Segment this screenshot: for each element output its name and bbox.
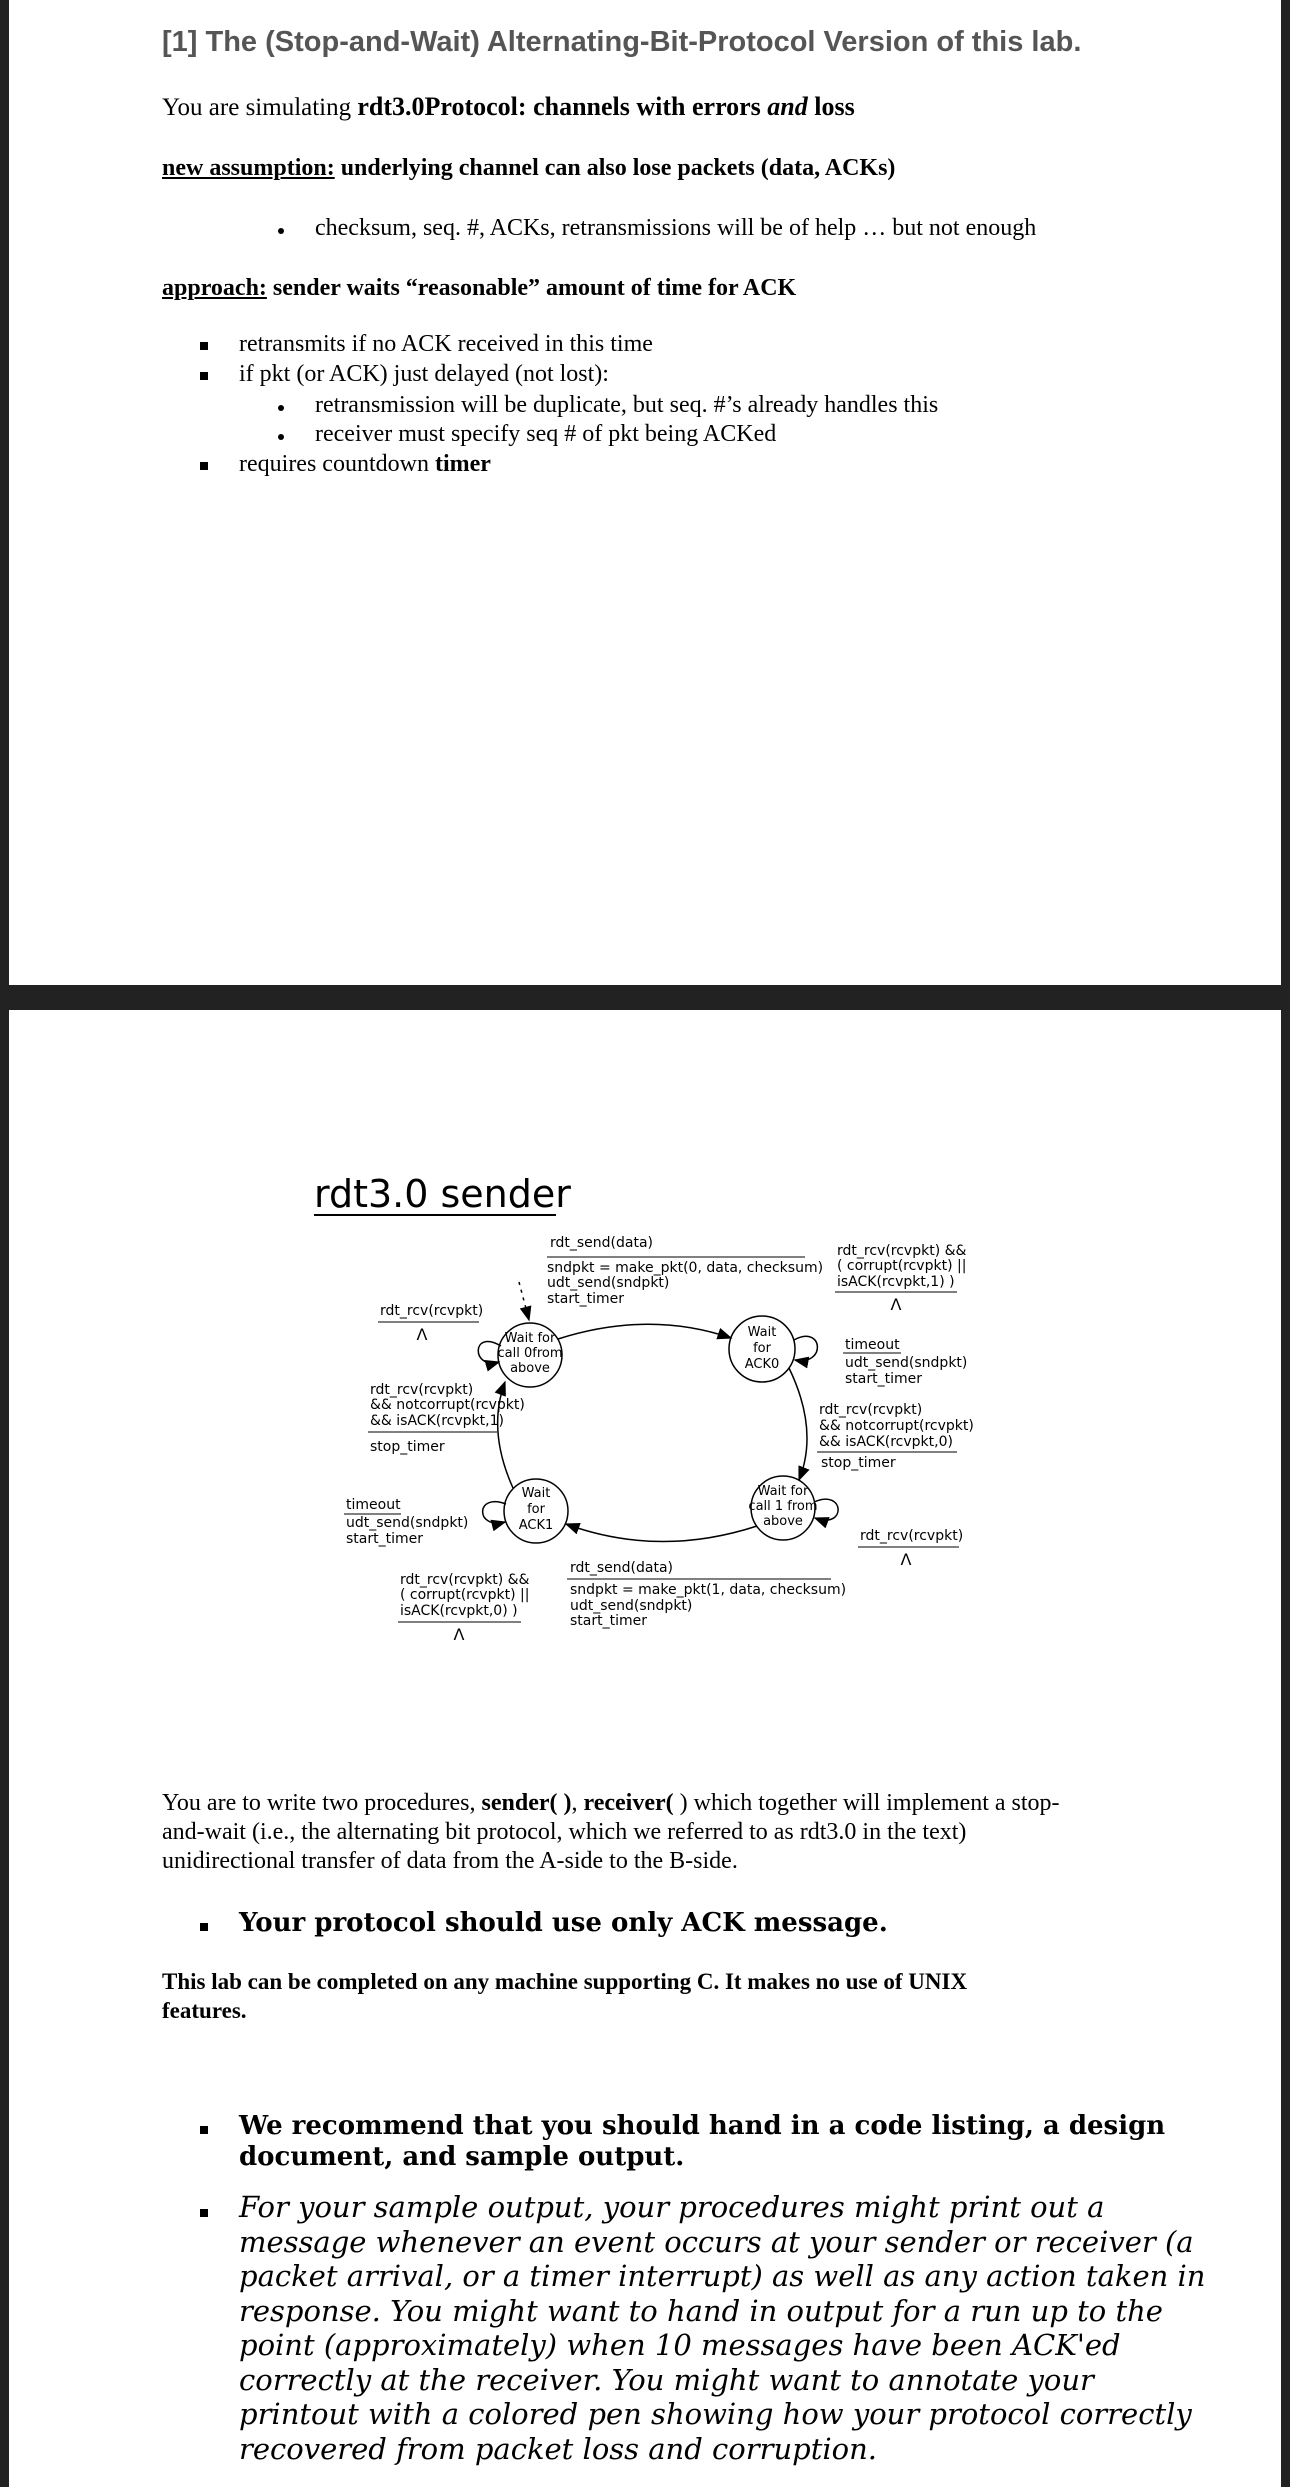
label-self-call0 xyxy=(378,1303,483,1344)
label-self-call1 xyxy=(858,1528,963,1569)
state-wait-ack1 xyxy=(504,1479,568,1543)
svg-text:Wait: Wait xyxy=(521,1486,551,1501)
svg-text:ACK1: ACK1 xyxy=(518,1518,554,1533)
bullet-delayed: if pkt (or ACK) just delayed (not lost): xyxy=(239,361,609,387)
svg-text:rdt_send(data): rdt_send(data) xyxy=(550,1235,654,1251)
state-wait-call-1 xyxy=(748,1476,817,1540)
svg-text:sndpkt = make_pkt(1, data, che: sndpkt = make_pkt(1, data, checksum) xyxy=(570,1582,847,1598)
bullet-square xyxy=(200,462,208,470)
svg-text:start_timer: start_timer xyxy=(547,1291,624,1307)
self-loop-call1 xyxy=(814,1499,838,1520)
bullet-square xyxy=(200,372,208,380)
diagram-title: rdt3.0 sender xyxy=(314,1172,571,1216)
svg-text:udt_send(sndpkt): udt_send(sndpkt) xyxy=(346,1515,469,1531)
svg-text:rdt_rcv(rcvpkt) &&: rdt_rcv(rcvpkt) && xyxy=(400,1572,530,1588)
svg-text:&& isACK(rcvpkt,0): && isACK(rcvpkt,0) xyxy=(819,1434,953,1450)
svg-text:call 0from: call 0from xyxy=(497,1346,563,1361)
label-self-ack1 xyxy=(398,1572,530,1644)
bullet-square xyxy=(200,2126,208,2134)
page-1 xyxy=(9,0,1281,985)
svg-text:start_timer: start_timer xyxy=(845,1371,922,1387)
new-assumption-line: new assumption: underlying channel can also lose packets (data, ACKs) xyxy=(162,155,896,181)
svg-text:rdt_rcv(rcvpkt): rdt_rcv(rcvpkt) xyxy=(860,1528,964,1544)
machine-note: This lab can be completed on any machine supporting C. It makes no use of UNIX features. xyxy=(162,1969,968,2023)
state-wait-call-0 xyxy=(498,1323,563,1387)
svg-text:( corrupt(rcvpkt) ||: ( corrupt(rcvpkt) || xyxy=(837,1258,967,1274)
svg-text:above: above xyxy=(510,1361,550,1376)
bullet-square xyxy=(200,2209,208,2217)
label-timeout-ack1 xyxy=(344,1497,468,1547)
svg-text:Λ: Λ xyxy=(416,1325,428,1344)
svg-text:( corrupt(rcvpkt) ||: ( corrupt(rcvpkt) || xyxy=(400,1587,530,1603)
sample-output-bullet: For your sample output, your procedures might print out a message whenever an event occurs at your sender or receiver (a packet arrival, or a timer interrupt) as well as any action taken in response. You might want to hand in output for a run up to the point (approximately) when 10 messages have been ACK'ed correctly at the receiver. You might want to annotate your printout with a colored pen showing how your protocol correctly recovered from packet loss and corruption. xyxy=(239,2190,1206,2466)
bullet-dot xyxy=(278,228,284,234)
svg-text:rdt_rcv(rcvpkt): rdt_rcv(rcvpkt) xyxy=(819,1402,923,1418)
transition-send-0 xyxy=(558,1324,731,1339)
self-loop-ack0 xyxy=(794,1336,817,1360)
sub-bullet-duplicate: retransmission will be duplicate, but seq. #’s already handles this xyxy=(315,392,939,418)
svg-text:stop_timer: stop_timer xyxy=(821,1455,896,1471)
svg-text:isACK(rcvpkt,1) ): isACK(rcvpkt,1) ) xyxy=(837,1274,955,1290)
label-timeout-ack0 xyxy=(843,1337,967,1387)
rdt3-sender-fsm-diagram xyxy=(9,1010,1281,1710)
procedures-paragraph: You are to write two procedures, sender( ), receiver( ) which together will implement a stop- and-wait (i.e., the alternating bit protocol, which we referred to as rdt3.0 in the text) unidirectional transfer of data from the A-side to the B-side. xyxy=(162,1790,1060,1874)
bullet-timer: requires countdown timer xyxy=(239,451,491,477)
svg-text:Λ: Λ xyxy=(890,1295,902,1314)
initial-state-arrow xyxy=(519,1282,529,1320)
svg-text:&& notcorrupt(rcvpkt): && notcorrupt(rcvpkt) xyxy=(370,1397,525,1413)
svg-text:rdt_rcv(rcvpkt): rdt_rcv(rcvpkt) xyxy=(370,1382,474,1398)
transition-send-1 xyxy=(566,1524,757,1542)
svg-text:udt_send(sndpkt): udt_send(sndpkt) xyxy=(570,1598,693,1614)
svg-text:rdt_send(data): rdt_send(data) xyxy=(570,1560,674,1576)
svg-text:above: above xyxy=(763,1514,803,1529)
bullet-dot xyxy=(278,405,284,411)
svg-text:Λ: Λ xyxy=(900,1550,912,1569)
svg-text:ACK0: ACK0 xyxy=(744,1357,780,1372)
svg-text:&& isACK(rcvpkt,1): && isACK(rcvpkt,1) xyxy=(370,1413,504,1429)
svg-text:Λ: Λ xyxy=(453,1625,465,1644)
section-title: [1] The (Stop-and-Wait) Alternating-Bit-Protocol Version of this lab. xyxy=(162,26,1082,58)
svg-text:&& notcorrupt(rcvpkt): && notcorrupt(rcvpkt) xyxy=(819,1418,974,1434)
svg-text:for: for xyxy=(753,1341,771,1356)
state-wait-ack0 xyxy=(729,1316,795,1382)
svg-text:start_timer: start_timer xyxy=(346,1531,423,1547)
svg-text:timeout: timeout xyxy=(845,1337,900,1353)
sub-bullet-seq: receiver must specify seq # of pkt being ACKed xyxy=(315,421,777,447)
bullet-square xyxy=(200,342,208,350)
svg-text:udt_send(sndpkt): udt_send(sndpkt) xyxy=(547,1275,670,1291)
label-send-0 xyxy=(547,1235,823,1307)
label-ack0-received xyxy=(817,1402,974,1471)
svg-text:Wait for: Wait for xyxy=(504,1331,556,1346)
svg-text:isACK(rcvpkt,0) ): isACK(rcvpkt,0) ) xyxy=(400,1603,518,1619)
approach-line: approach: sender waits “reasonable” amount of time for ACK xyxy=(162,275,797,301)
transition-ack0 xyxy=(789,1368,807,1480)
assumption-bullet: checksum, seq. #, ACKs, retransmissions will be of help … but not enough xyxy=(315,215,1037,241)
page-2 xyxy=(9,1010,1281,2487)
svg-text:rdt_rcv(rcvpkt) &&: rdt_rcv(rcvpkt) && xyxy=(837,1243,967,1259)
self-loop-ack1 xyxy=(483,1502,506,1523)
bullet-square xyxy=(200,1923,208,1931)
svg-text:rdt_rcv(rcvpkt): rdt_rcv(rcvpkt) xyxy=(380,1303,484,1319)
bullet-dot xyxy=(278,434,284,440)
svg-text:sndpkt = make_pkt(0, data, che: sndpkt = make_pkt(0, data, checksum) xyxy=(547,1260,824,1276)
svg-text:for: for xyxy=(527,1502,545,1517)
label-self-ack0 xyxy=(835,1243,967,1314)
svg-text:Wait: Wait xyxy=(747,1325,777,1340)
simulation-line: You are simulating rdt3.0Protocol: channels with errors and loss xyxy=(162,92,855,121)
svg-text:stop_timer: stop_timer xyxy=(370,1439,445,1455)
bullet-retransmit: retransmits if no ACK received in this time xyxy=(239,331,653,357)
svg-text:start_timer: start_timer xyxy=(570,1613,647,1629)
svg-text:udt_send(sndpkt): udt_send(sndpkt) xyxy=(845,1355,968,1371)
svg-text:call 1 from: call 1 from xyxy=(748,1499,818,1514)
svg-text:timeout: timeout xyxy=(346,1497,401,1513)
svg-text:Wait for: Wait for xyxy=(757,1484,809,1499)
label-send-1 xyxy=(567,1560,846,1629)
ack-only-bullet: Your protocol should use only ACK message. xyxy=(239,1908,888,1938)
recommend-bullet: We recommend that you should hand in a code listing, a design document, and sample output. xyxy=(239,2111,1166,2172)
